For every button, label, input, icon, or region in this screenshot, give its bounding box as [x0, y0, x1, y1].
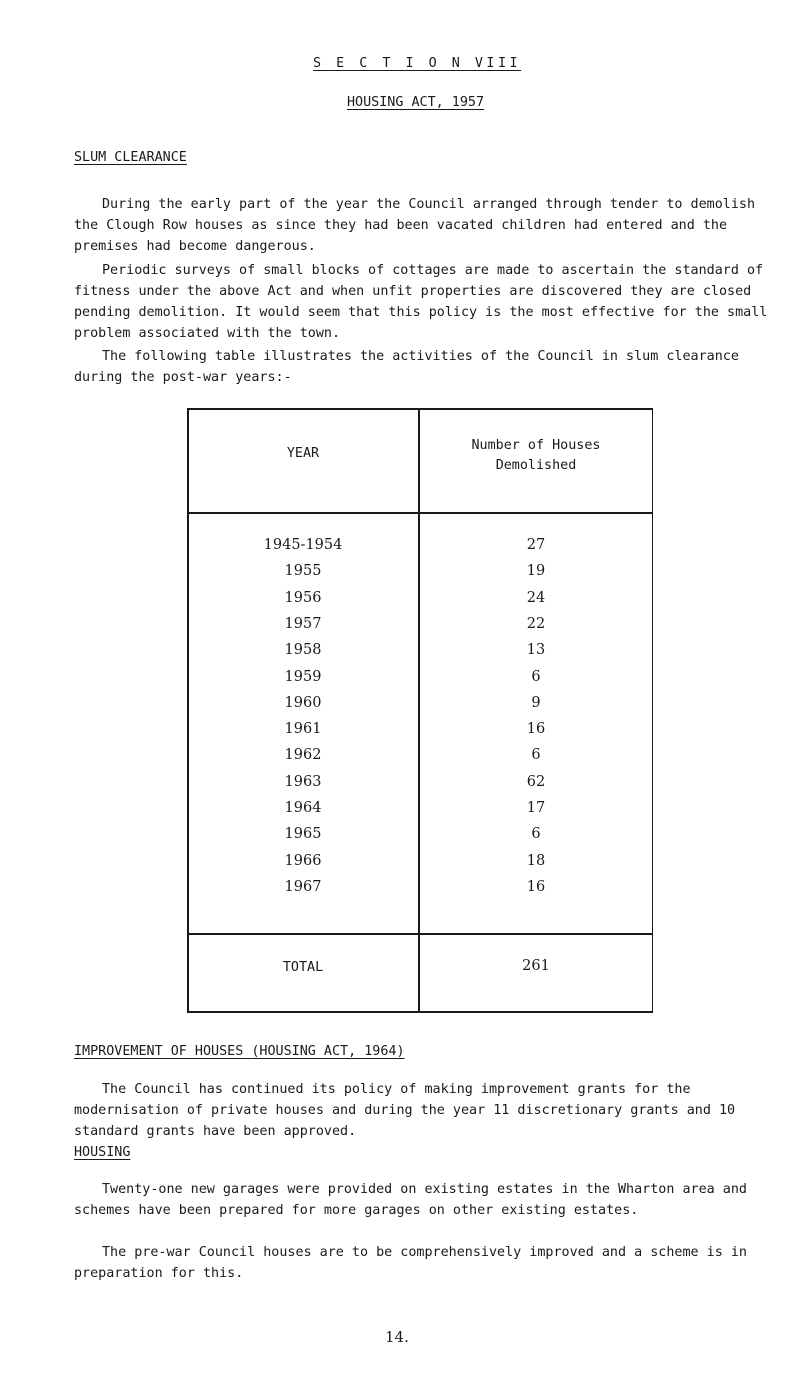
row-houses: 6 [531, 826, 541, 843]
row-year: 1962 [284, 747, 322, 764]
row-houses: 16 [526, 878, 546, 895]
housing-paragraph-2: The pre-war Council houses are to be comprehensively improved and a scheme is in preparation for this. [74, 1245, 756, 1281]
row-houses: 13 [526, 642, 546, 659]
row-year: 1957 [284, 615, 322, 632]
row-year: 1960 [284, 694, 322, 711]
table-row [187, 691, 653, 716]
table-total-divider [187, 933, 653, 935]
row-year: 1956 [284, 589, 322, 606]
table-bottom-border [187, 1011, 653, 1013]
row-houses: 6 [531, 747, 541, 764]
row-year: 1959 [284, 668, 322, 685]
act-title: HOUSING ACT, 1957 [347, 95, 485, 110]
row-year: 1958 [284, 642, 322, 659]
table-row [187, 743, 653, 768]
improvement-heading: IMPROVEMENT OF HOUSES (HOUSING ACT, 1964) [74, 1044, 405, 1059]
table-row [187, 770, 653, 795]
table-row [187, 796, 653, 821]
row-houses: 62 [526, 773, 546, 790]
row-year: 1964 [284, 800, 322, 816]
row-year: 1945-1954 [263, 537, 343, 553]
row-houses: 17 [526, 800, 546, 816]
table-row [187, 612, 653, 637]
table-row [187, 638, 653, 663]
row-year: 1965 [284, 826, 322, 843]
row-houses: 9 [531, 694, 541, 711]
housing-paragraph-1: Twenty-one new garages were provided on existing estates in the Wharton area and schemes have been prepared for more garages on other existing estates. [74, 1182, 756, 1218]
table-row [187, 849, 653, 874]
row-houses: 18 [526, 852, 546, 869]
table-header-divider [187, 512, 653, 514]
row-houses: 22 [526, 615, 546, 632]
slum-clearance-heading: SLUM CLEARANCE [74, 150, 187, 165]
row-year: 1966 [284, 852, 322, 869]
slum-paragraph-3: The following table illustrates the activities of the Council in slum clearance during the post-war years:- [74, 349, 747, 385]
slum-paragraph-1: During the early part of the year the Council arranged through tender to demolish the Clough Row houses as since they had been vacated children had entered and the premises had become dangerous. [74, 197, 764, 254]
row-houses: 6 [531, 668, 541, 685]
row-year: 1967 [284, 878, 322, 895]
row-houses: 19 [526, 563, 546, 580]
housing-heading: HOUSING [74, 1145, 131, 1160]
row-houses: 27 [526, 537, 546, 553]
table-row [187, 533, 653, 558]
total-value: 261 [522, 958, 550, 974]
header-year: YEAR [286, 446, 320, 461]
table-row [187, 822, 653, 847]
page-number: 14. [385, 1328, 409, 1346]
table-top-border [187, 408, 653, 410]
row-houses: 16 [526, 721, 546, 738]
section-title: S E C T I O N VIII [313, 56, 522, 71]
total-label: TOTAL [282, 960, 324, 975]
slum-paragraph-2: Periodic surveys of small blocks of cottages are made to ascertain the standard of fitness under the above Act and when unfit properties are discovered they are closed pending demolition. It would seem that this policy is the most effective for the small problem associated with the town. [74, 263, 776, 341]
table-row [187, 717, 653, 742]
row-year: 1955 [284, 563, 322, 580]
table-row [187, 875, 653, 900]
improvement-paragraph: The Council has continued its policy of making improvement grants for the modernisation of private houses and during the year 11 discretionary grants and 10 standard grants have been approved. [74, 1082, 744, 1139]
table-row [187, 559, 653, 584]
row-houses: 24 [526, 589, 546, 606]
header-houses: Number of Houses Demolished [471, 438, 601, 473]
row-year: 1961 [284, 721, 322, 738]
table-row [187, 586, 653, 611]
table-row [187, 665, 653, 690]
row-year: 1963 [284, 773, 322, 790]
demolition-table [187, 408, 653, 1013]
